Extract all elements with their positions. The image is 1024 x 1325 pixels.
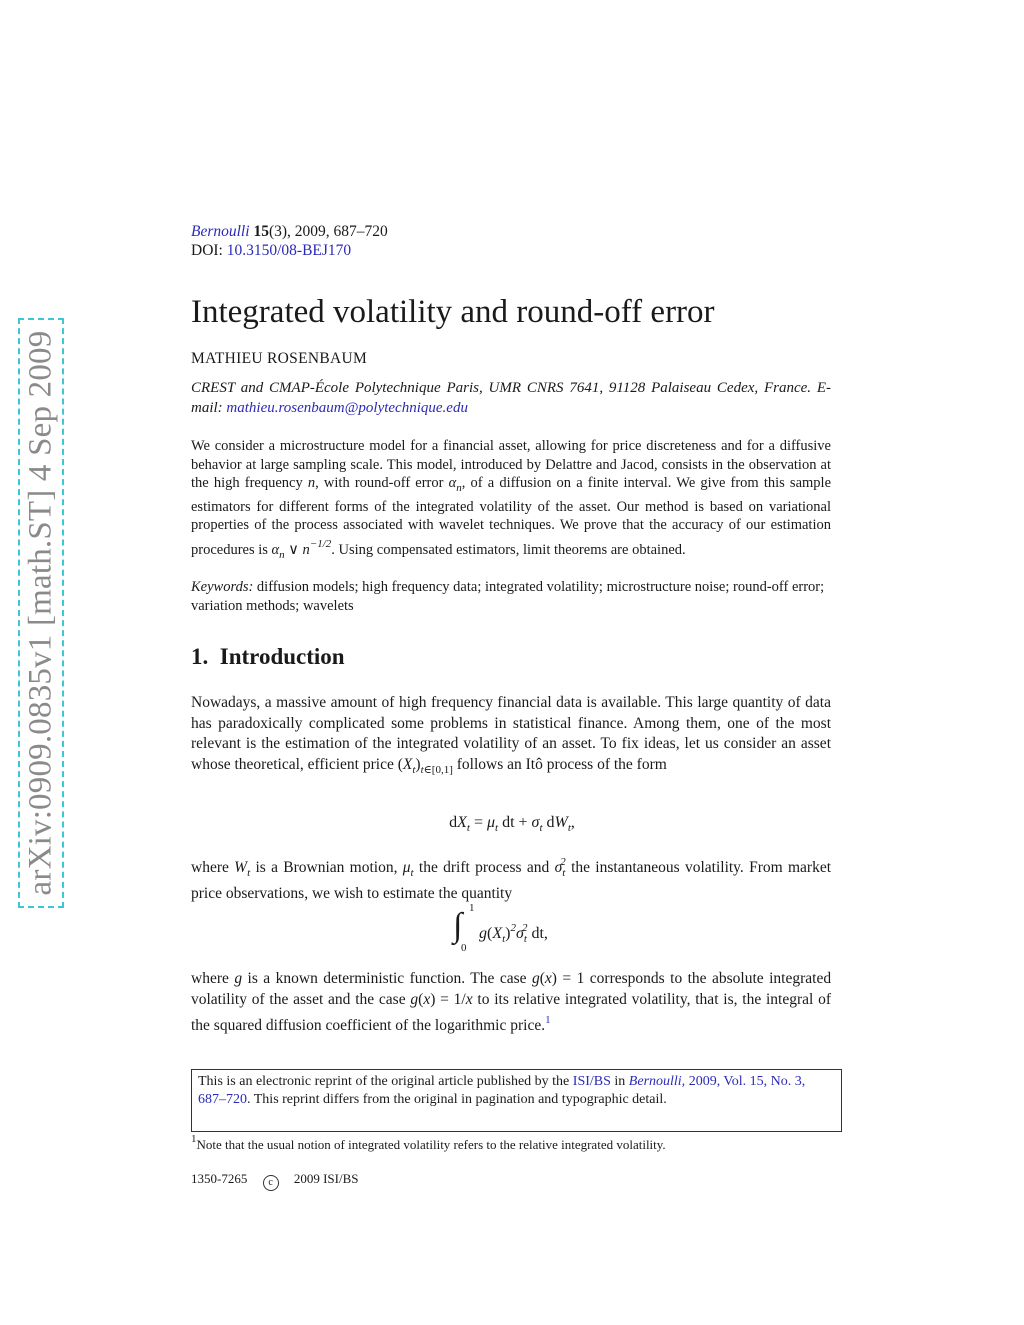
math-alpha-n: $\alpha_n$ <box>448 475 462 494</box>
doi-link[interactable]: 10.3150/08-BEJ170 <box>226 242 352 259</box>
abstract-part-2: , with round-off error <box>315 475 444 491</box>
footnote <box>191 1131 666 1153</box>
math-n: n <box>307 475 316 491</box>
copyright-text: 2009 ISI/BS <box>293 1171 359 1186</box>
abstract <box>191 437 831 564</box>
reprint-notice-box <box>191 1069 842 1132</box>
math-price-process: $(X_t)_{t\in[0,1]}$ <box>397 755 453 776</box>
intro-paragraph-2 <box>191 852 831 904</box>
reprint-text-1: This is an electronic reprint of the original article published by the <box>198 1074 570 1089</box>
section-number: 1. <box>191 644 209 669</box>
math-sigma-sq: $\sigma_t^2$ <box>554 856 566 879</box>
journal-link[interactable]: Bernoulli <box>191 223 250 240</box>
journal-citation <box>191 222 388 242</box>
math-accuracy: $\alpha_n$ ∨ $n^{-1/2}$ <box>271 537 332 561</box>
keywords <box>191 578 831 615</box>
copyright-icon: c <box>263 1175 279 1191</box>
math-g-equals-1: g(x) = 1 <box>531 970 585 987</box>
author-affiliation <box>191 378 831 418</box>
reprint-in: in <box>614 1074 626 1089</box>
footer-copyright <box>191 1171 359 1191</box>
author-name: MATHIEU ROSENBAUM <box>191 350 368 367</box>
reprint-citation-link[interactable]: 2009, Vol. 15, No. 3, 687–720 <box>198 1074 806 1107</box>
abstract-part-4: . Using compensated estimators, limit theorems are obtained. <box>331 541 686 558</box>
equation-integral: ∫ 1 0 $g(X_t)^2\sigma_t^2$ dt, <box>453 902 548 954</box>
p3-text-a: where <box>191 970 229 987</box>
email-link[interactable]: mathieu.rosenbaum@polytechnique.edu <box>226 400 468 416</box>
abstract-part-3: , of a diffusion on a finite interval. We give from this sample estimators for different forms of the integrated volatility of the asset. Our method is based on variational properties of the process associated with wavelet techniques. We prove that the accuracy of our estimation procedures is <box>191 475 832 558</box>
section-title: Introduction <box>219 644 345 669</box>
equation-ito-process: $dX_t = \mu_t$ dt + $\sigma_t$ $dW_t$, <box>449 814 575 834</box>
intro-paragraph-1 <box>191 693 831 780</box>
affiliation-text: CREST and CMAP-École Polytechnique Paris, UMR CNRS 7641, 91128 Palaiseau Cedex, France. E-mail: <box>191 380 831 416</box>
intro-paragraph-3 <box>191 969 831 1037</box>
p1-text-b: follows an Itô process of the form <box>456 755 667 773</box>
footnote-text: Note that the usual notion of integrated volatility refers to the relative integrated volatility. <box>196 1137 666 1152</box>
doi-label: DOI: <box>191 242 223 259</box>
p2-text-b: is a Brownian motion, <box>255 859 398 876</box>
math-wt: $W_t$ <box>234 859 251 879</box>
math-g: g <box>234 970 243 987</box>
p2-text-c: the drift process and <box>418 859 550 876</box>
p2-text-a: where <box>191 859 229 876</box>
footnote-ref-link[interactable]: 1 <box>545 1014 551 1026</box>
journal-issue-pages: (3), 2009, 687–720 <box>268 223 388 240</box>
p3-text-d: to its relative integrated volatility, that is, the integral of the squared diffusion coefficient of the logarithmic price. <box>191 990 832 1034</box>
doi-line <box>191 241 351 261</box>
paper-title: Integrated volatility and round-off error <box>191 294 715 330</box>
arxiv-stamp-text: arXiv:0909.0835v1 [math.ST] 4 Sep 2009 <box>22 330 59 896</box>
p1-text-a: Nowadays, a massive amount of high frequency financial data is available. This large quantity of data has paradoxically complicated some problems in statistical finance. Among them, one of the most relevant is the estimation of the integrated volatility of an asset. To fix ideas, let us consider an asset whose theoretical, efficient price <box>191 694 831 773</box>
keywords-label: Keywords: <box>191 579 254 595</box>
isi-bs-link[interactable]: ISI/BS <box>572 1074 611 1089</box>
p3-text-b: is a known deterministic function. The case <box>247 970 527 987</box>
reprint-journal-link[interactable]: Bernoulli, <box>628 1074 686 1089</box>
reprint-text-2: . This reprint differs from the original in pagination and typographic detail. <box>247 1092 667 1107</box>
issn: 1350-7265 <box>191 1171 248 1186</box>
footnote-mark: 1 <box>191 1133 197 1145</box>
keywords-text: diffusion models; high frequency data; integrated volatility; microstructure noise; round-off error; variation methods; wavelets <box>191 579 825 614</box>
abstract-part-1: We consider a microstructure model for a financial asset, allowing for price discreteness and for a diffusive behavior at large sampling scale. This model, introduced by Delattre and Jacod, consists in the observation at the high frequency <box>191 438 831 491</box>
journal-volume: 15 <box>253 223 269 240</box>
section-heading <box>191 644 345 670</box>
math-g-equals-inverse: g(x) = 1/x <box>410 990 473 1008</box>
p2-text-d: the instantaneous volatility. From market price observations, we wish to estimate the quantity <box>191 859 832 902</box>
p3-text-c: corresponds to the absolute integrated volatility of the asset and the case <box>191 970 832 1008</box>
math-mu-t: $\mu_t$ <box>402 859 414 879</box>
